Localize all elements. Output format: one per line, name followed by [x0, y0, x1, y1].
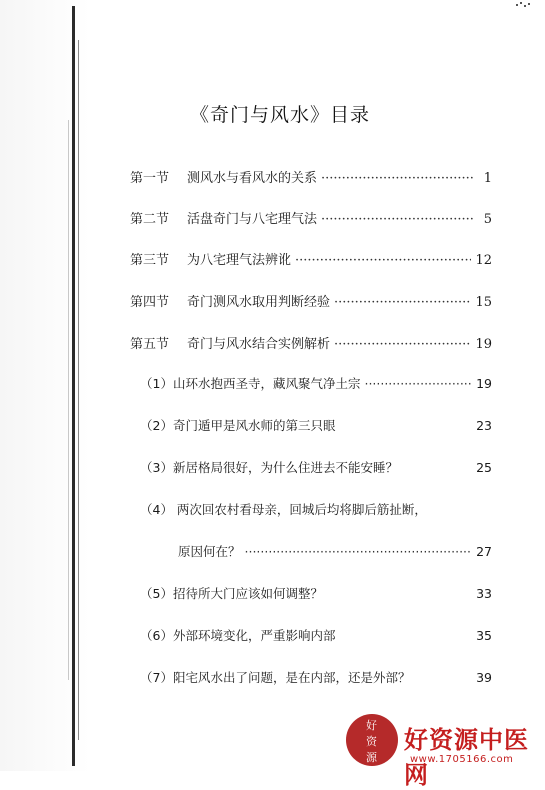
page-number: 1 [483, 171, 492, 186]
toc-subrow [178, 542, 492, 562]
leader-dots [295, 253, 471, 268]
case-title: （6）外部环境变化，严重影响内部 [140, 628, 336, 643]
case-title: （2）奇门遁甲是风水师的第三只眼 [140, 418, 336, 433]
binding-edge [72, 6, 75, 766]
leader-dots [321, 171, 474, 186]
case-title: （5）招待所大门应该如何调整？ [140, 586, 323, 601]
page-number: 5 [483, 212, 492, 227]
leader-dots [321, 212, 474, 227]
binding-shadow [0, 0, 90, 771]
section-number: 第四节 [130, 295, 170, 310]
leader-dots [245, 544, 473, 559]
seal-char: 好 [366, 719, 377, 732]
page-number: 12 [475, 253, 492, 268]
seal-char: 资 [366, 735, 377, 748]
leader-dots [334, 337, 471, 352]
binding-line-faint [68, 120, 69, 680]
section-number: 第二节 [130, 212, 170, 227]
section-title: 为八宅理气法辨讹 [187, 253, 292, 268]
toc-row [130, 291, 492, 311]
page-number: 15 [475, 295, 492, 310]
leader-dots [334, 295, 471, 310]
toc-subrow [140, 584, 492, 604]
toc-subrow [140, 668, 492, 688]
section-title: 活盘奇门与八宅理气法 [187, 212, 318, 227]
toc-subrow [140, 374, 492, 394]
watermark-brand: 好资源中医网 [404, 726, 529, 789]
leader-dots [364, 376, 472, 391]
toc-subrow [140, 458, 492, 478]
page-number: 33 [476, 586, 492, 601]
case-title-continued: 原因何在？ [178, 544, 241, 559]
toc-subrow [140, 500, 492, 520]
toc-row [130, 333, 492, 353]
page-number: 39 [476, 670, 492, 685]
section-number: 第三节 [130, 253, 170, 268]
page-number: 19 [476, 376, 492, 391]
page-number: 25 [476, 460, 492, 475]
case-title: （3）新居格局很好，为什么住进去不能安睡？ [140, 460, 398, 475]
toc-row [130, 249, 492, 269]
section-title: 奇门与风水结合实例解析 [187, 337, 331, 352]
watermark-url: www.1705166.com [410, 754, 514, 765]
case-title: （4） 两次回农村看母亲，回城后均将脚后筋扯断， [140, 502, 427, 517]
page-title: 《奇门与风水》目录 [189, 104, 370, 126]
toc-subrow [140, 416, 492, 436]
binding-line [78, 40, 79, 740]
toc-subrow [140, 626, 492, 646]
section-title: 奇门测风水取用判断经验 [187, 295, 331, 310]
seal-char: 源 [366, 751, 377, 764]
section-number: 第一节 [130, 171, 170, 186]
scan-speck [516, 2, 530, 10]
watermark [346, 714, 545, 789]
case-title: （1）山环水抱西圣寺，藏风聚气净土宗 [140, 376, 361, 391]
section-number: 第五节 [130, 337, 170, 352]
page-number: 23 [476, 418, 492, 433]
case-title: （7）阳宅风水出了问题，是在内部，还是外部？ [140, 670, 411, 685]
page-number: 27 [476, 544, 492, 559]
section-title: 测风水与看风水的关系 [187, 171, 318, 186]
page-number: 35 [476, 628, 492, 643]
toc-row [130, 167, 492, 187]
seal-icon [346, 714, 398, 766]
toc-row [130, 208, 492, 228]
page-number: 19 [475, 337, 492, 352]
